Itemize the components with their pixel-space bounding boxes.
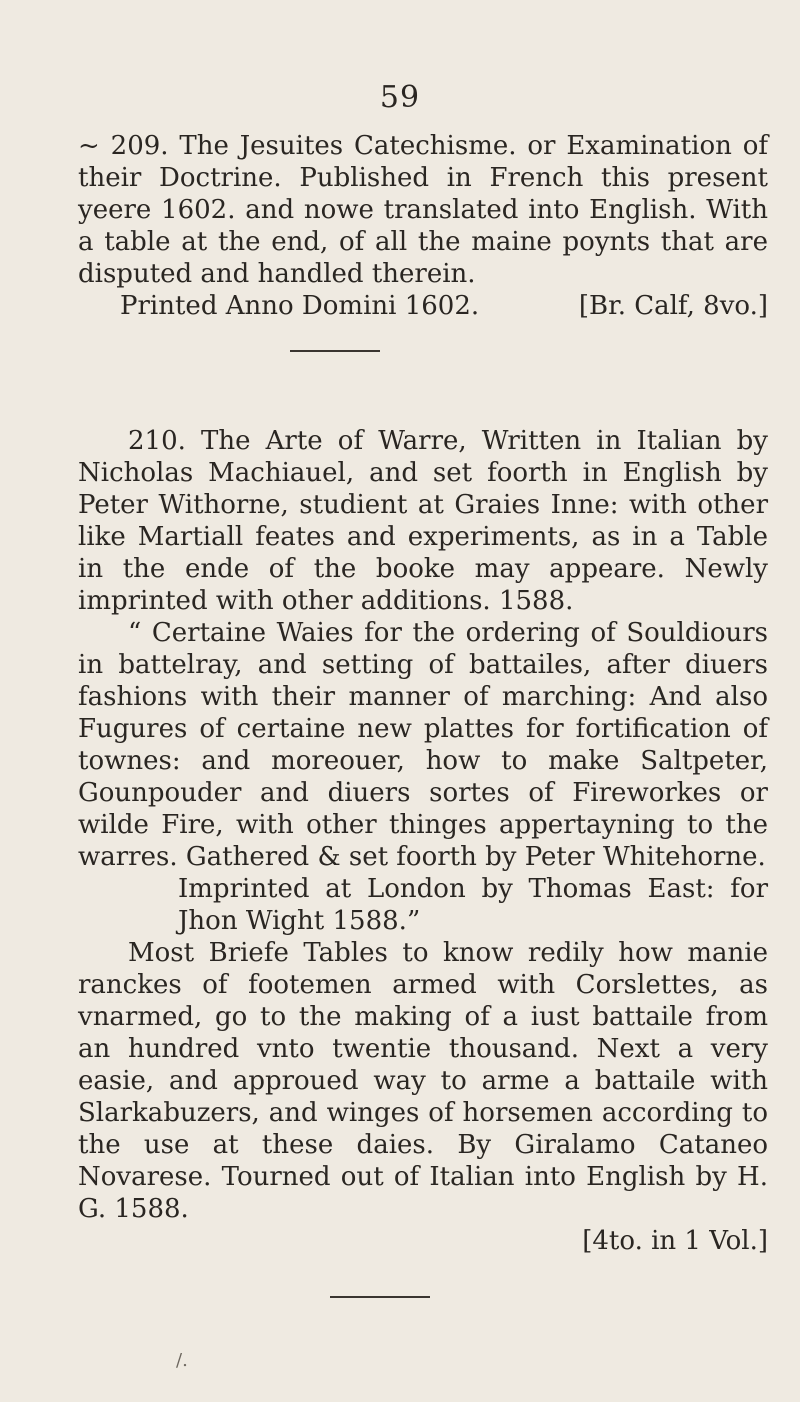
binding-format: [Br. Calf, 8vo.] xyxy=(578,291,768,321)
stray-mark: /. xyxy=(176,1350,188,1371)
second-work-text: Most Briefe Tables to know redily how manie ranckes of footemen armed with Corslettes, as vnarmed, go to the making of a iust battaile from an hundred vnto twentie thousand. Next a very easie, and approued way to arme a battaile with Slarkabuzers, and winges of horsemen according to the use at these daies. By Giralamo Cataneo Novarese. Tourned out of Italian into English by H. G. 1588. xyxy=(78,938,768,1224)
binding-format-row xyxy=(78,1225,768,1257)
quoted-imprint: Imprinted at London by Thomas East: for Jhon Wight 1588.” xyxy=(178,874,768,936)
catalogue-entry-210 xyxy=(78,425,768,1257)
catalogue-entry-209 xyxy=(78,130,768,322)
quoted-title: “ Certaine Waies for the ordering of Souldiours in battelray, and setting of battailes, after diuers fashions with their manner of marching: And also Fugures of certaine new plattes for fortification of townes: and moreouer, how to make Saltpeter, Gounpouder and diuers sortes of Fireworkes or wilde Fire, with other thinges appertayning to the warres. Gathered & set foorth by Peter Whitehorne. xyxy=(78,618,768,872)
entry-text: 210. The Arte of Warre, Written in Italian by Nicholas Machiauel, and set foorth in English by Peter Withorne, studient at Graies Inne: with other like Martiall feates and experiments, as in a Table in the ende of the booke may appeare. Newly imprinted with other additions. 1588. xyxy=(78,426,768,616)
imprint: Printed Anno Domini 1602. xyxy=(120,291,480,321)
imprint-line xyxy=(78,290,768,322)
section-divider xyxy=(290,350,380,352)
page-number: 59 xyxy=(379,80,421,115)
section-divider xyxy=(330,1296,430,1298)
entry-text: ~ 209. The Jesuites Catechisme. or Examination of their Doctrine. Published in French this present yeere 1602. and nowe translated into English. With a table at the end, of all the maine poynts that are disputed and handled therein. xyxy=(78,131,768,289)
binding-format: [4to. in 1 Vol.] xyxy=(582,1226,768,1256)
